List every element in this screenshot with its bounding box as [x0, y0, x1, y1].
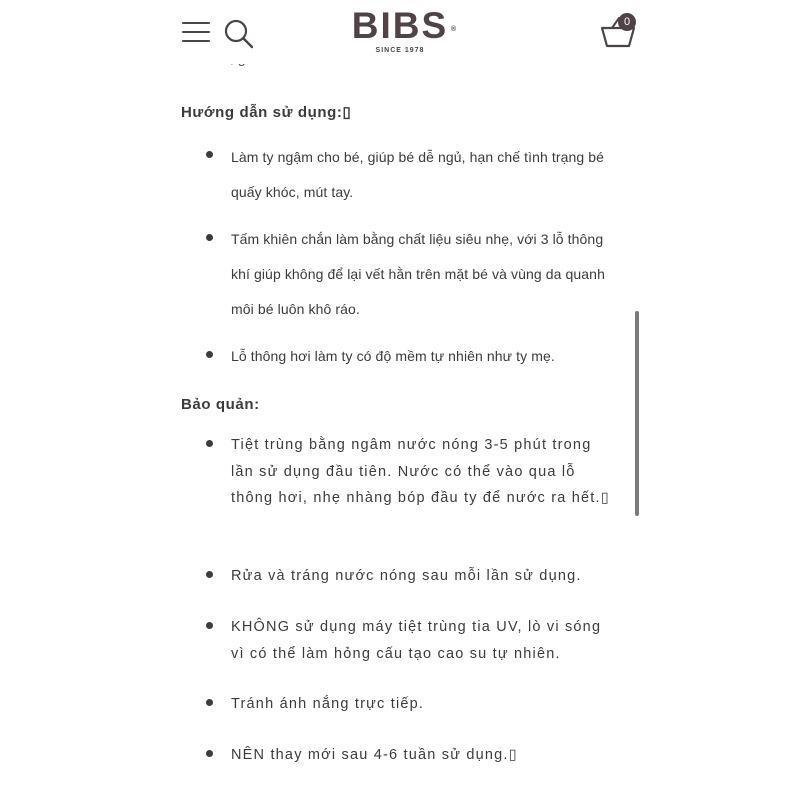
care-item-5: NÊN thay mới sau 4-6 tuần sử dụng.▯ [231, 747, 518, 763]
hamburger-menu-icon[interactable] [182, 22, 210, 44]
bullet-icon [206, 750, 213, 757]
bullet-icon [206, 699, 213, 706]
brand-logo[interactable] [350, 5, 459, 54]
site-header [0, 0, 800, 64]
care-item-2: Rửa và tráng nước nóng sau mỗi lần sử dụng. [231, 568, 582, 584]
bullet-icon [206, 440, 213, 447]
care-item-4: Tránh ánh nắng trực tiếp. [231, 696, 425, 712]
care-item-3: KHÔNG sử dụng máy tiệt trùng tia UV, lò vi sóng vì có thể làm hỏng cấu tạo cao su tự nhiên. [231, 619, 602, 662]
bullet-icon [206, 351, 213, 358]
search-icon[interactable] [222, 17, 256, 51]
bullet-icon [206, 571, 213, 578]
cart-count-badge: 0 [618, 13, 636, 31]
logo-tagline: SINCE 1978 [375, 47, 425, 54]
care-item-1: Tiệt trùng bằng ngâm nước nóng 3-5 phút trong lần sử dụng đầu tiên. Nước có thể vào qua lỗ thông hơi, nhẹ nhàng bóp đầu ty để nước ra hết.▯ [231, 437, 610, 506]
bullet-icon [206, 622, 213, 629]
logo-wordmark: BIBS [351, 5, 449, 46]
usage-item-1: Làm ty ngậm cho bé, giúp bé dễ ngủ, hạn chế tình trạng bé quấy khóc, mút tay. [231, 149, 605, 200]
logo-registered-mark: ® [451, 26, 459, 33]
care-heading: Bảo quản: [181, 396, 260, 413]
bullet-icon [206, 151, 213, 158]
bullet-icon [206, 234, 213, 241]
scrollbar-thumb[interactable] [635, 311, 639, 516]
usage-item-3: Lỗ thông hơi làm ty có độ mềm tự nhiên như ty mẹ. [231, 348, 555, 364]
usage-heading: Hướng dẫn sử dụng:▯ [181, 104, 352, 121]
usage-item-2: Tấm khiên chắn làm bằng chất liệu siêu nhẹ, với 3 lỗ thông khí giúp không để lại vết hằn trên mặt bé và vùng da quanh môi bé luôn khô ráo. [231, 231, 605, 317]
